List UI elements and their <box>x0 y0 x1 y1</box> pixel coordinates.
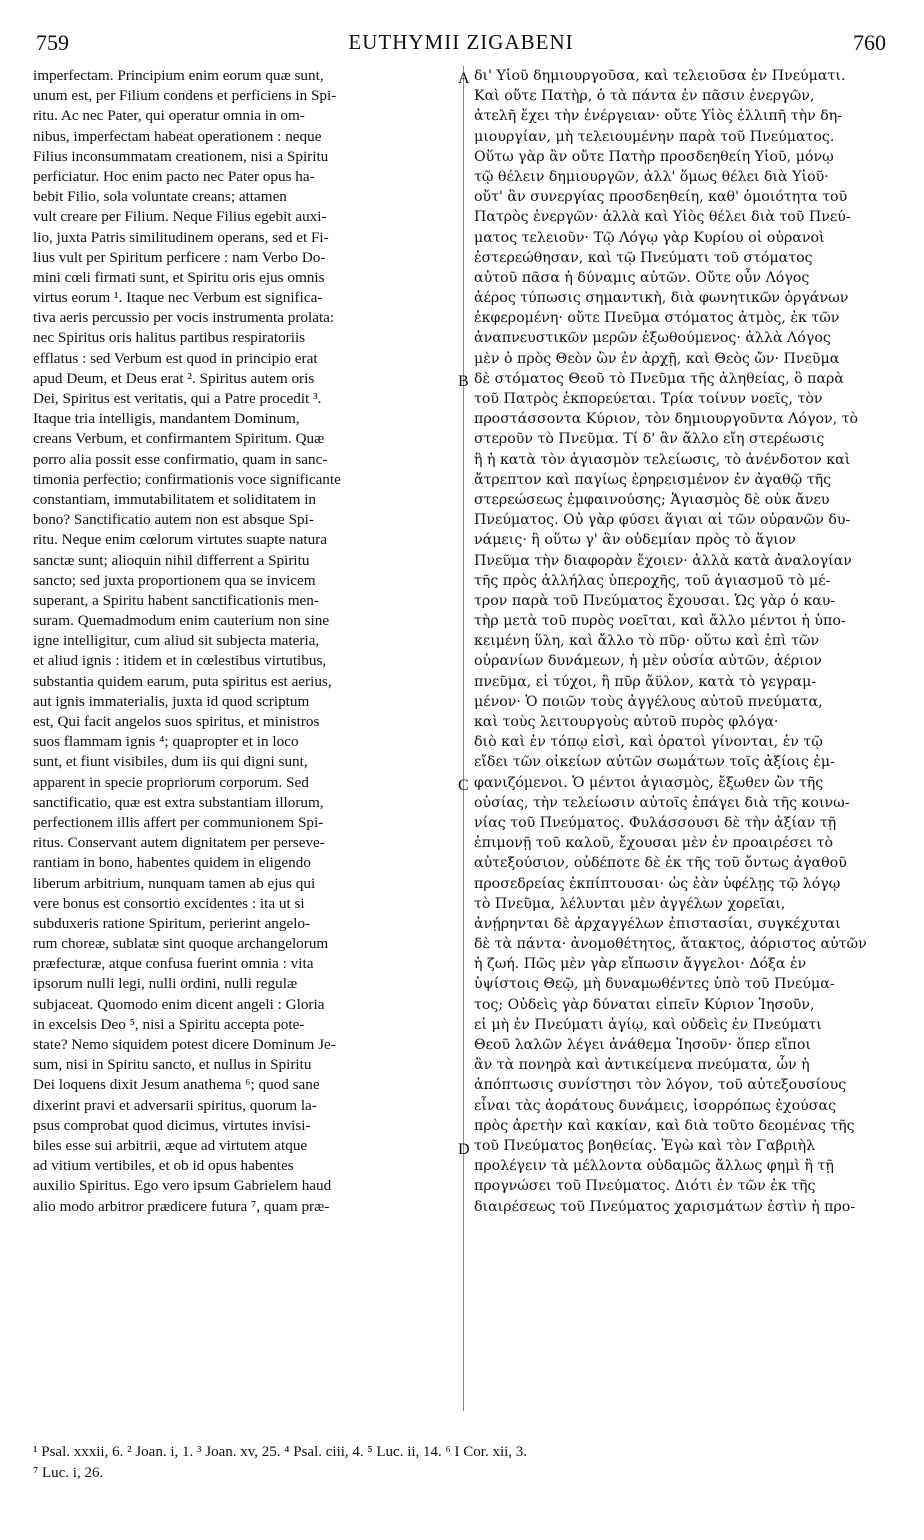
text-line: ἐστερεώθησαν, καὶ τῷ Πνεύματι τοῦ στόματος <box>474 249 813 266</box>
margin-marker-d: D <box>458 1141 470 1158</box>
text-line: Dei loquens dixit Jesum anathema ⁶; quod sane <box>33 1076 320 1094</box>
text-line: πρὸς ἀρετὴν καὶ κακίαν, καὶ διὰ τοῦτο δεομένας τῆς <box>474 1117 855 1134</box>
text-line: subduxeris ratione Spiritum, perierint angelo- <box>33 914 311 932</box>
footnote-line: ¹ Psal. xxxii, 6. ² Joan. i, 1. ³ Joan. xv, 25. ⁴ Psal. ciii, 4. ⁵ Luc. ii, 14. ⁶ I Cor. xii, 3. <box>33 1444 528 1460</box>
text-line: κειμένη ὕλη, καὶ ἄλλο τὸ πῦρ· οὕτω καὶ ἐπὶ τῶν <box>474 633 820 650</box>
text-line: efflatus : sed Verbum est quod in principio erat <box>33 349 318 367</box>
text-line: unum est, per Filium condens et perficiens in Spi- <box>33 87 337 105</box>
text-line: auxilio Spiritus. Ego vero ipsum Gabrielem haud <box>33 1177 332 1195</box>
margin-marker-b: B <box>458 373 469 390</box>
text-line: Filius inconsummatam creationem, nisi a Spiritu <box>33 147 329 165</box>
text-line: subjaceat. Quomodo enim dicent angeli : Gloria <box>33 995 325 1013</box>
text-line: τρον παρὰ τοῦ Πνεύματος ἔχουσαι. Ὡς γὰρ ὁ καυ- <box>474 592 836 609</box>
text-line: rum choreæ, sublatæ sint quoque archangelorum <box>33 935 329 953</box>
text-line: nec Spiritus oris halitus partibus respiratoriis <box>33 329 306 347</box>
text-line: porro alia possit esse confirmatio, quam in sanc- <box>33 450 328 468</box>
footnotes <box>33 1442 890 1484</box>
text-line: οὐσίας, τὴν τελείωσιν αὐτοῖς ἐπάγει διὰ τῆς κοινω- <box>474 794 850 811</box>
text-line: δὲ στόματος Θεοῦ τὸ Πνεῦμα τῆς ἀληθείας, ὃ παρὰ <box>474 370 844 387</box>
text-line: superant, a Spiritu habent sanctificationis men- <box>33 591 319 609</box>
text-line: νίας τοῦ Πνεύματος. Φυλάσσουσι δὲ τὴν ἀξίαν τῇ <box>474 814 837 831</box>
text-line: φανιζόμενοι. Ὁ μέντοι ἁγιασμὸς, ἔξωθεν ὢν τῆς <box>474 774 824 791</box>
text-line: timonia perfectio; confirmationis voce significante <box>33 470 341 488</box>
text-line: Πνεῦμα τὴν διαφορὰν ἔχοιεν· ἀλλὰ κατὰ ἀναλογίαν <box>474 552 852 569</box>
text-line: αὐτεξούσιον, οὐδέποτε δὲ ἐκ τῆς τοῦ ὄντως ἀγαθοῦ <box>474 855 847 872</box>
text-line: et aliud ignis : itidem et in cœlestibus virtutibus, <box>33 652 327 670</box>
text-line: ἀέρος τύπωσις σημαντικὴ, διὰ φωνητικῶν ὀργάνων <box>474 290 849 307</box>
text-line: καὶ τοὺς λειτουργοὺς αὐτοῦ πυρὸς φλόγα· <box>474 714 779 730</box>
text-line: bono? Sanctificatio autem non est absque Spi- <box>33 511 314 529</box>
text-line: αὐτοῦ πᾶσα ἡ δύναμις αὐτῶν. Οὔτε οὖν Λόγος <box>474 269 810 286</box>
text-line: ἡ ζωή. Πῶς μὲν γὰρ εἴπωσιν ἄγγελοι· Δόξα ἐν <box>474 956 807 973</box>
text-line: tiva aeris percussio per vocis instrumenta prolata: <box>33 309 335 327</box>
text-line: ἀνῄρηνται δὲ ἀρχαγγέλων ἐπιστασίαι, συγκέχυται <box>474 915 841 932</box>
text-line: Θεοῦ λαλῶν λέγει ἀνάθεμα Ἰησοῦν· ὅπερ εἴποι <box>474 1037 811 1053</box>
text-line: igne intelligitur, cum aliud sit subjecta materia, <box>33 632 320 650</box>
text-line: Πνεύματος. Οὐ γὰρ φύσει ἅγιαι αἱ τῶν οὐρανῶν δυ- <box>474 512 851 529</box>
text-line: substantia quidem earum, puta spiritus est aerius, <box>33 672 332 690</box>
text-line: οὔτ' ἂν συνεργίας προσδεηθείη, καθ' ὁμοιότητα τοῦ <box>474 189 848 206</box>
text-line: στεροῦν τὸ Πνεῦμα. Τί δ' ἂν ἄλλο εἴη στερέωσις <box>474 431 825 448</box>
text-line: διαιρέσεως τοῦ Πνεύματος χαρισμάτων ἐστὶν ἡ προ- <box>474 1198 856 1215</box>
text-line: sunt, et fiunt visibiles, dum iis qui digni sunt, <box>33 753 308 771</box>
text-line: εἴδει τῶν οἰκείων αὐτῶν σωμάτων τοῖς ἀξίοις ἐμ- <box>474 754 835 771</box>
text-line: apparent in specie propriorum corporum. Sed <box>33 773 309 791</box>
text-line: νάμεις· ἢ οὕτω γ' ἂν οὐδεμίαν πρὸς τὸ ἅγιον <box>474 532 796 549</box>
text-line: in excelsis Deo ⁵, nisi a Spiritu accepta pote- <box>33 1015 305 1033</box>
text-line: ritu. Neque enim cœlorum virtutes suapte natura <box>33 531 327 549</box>
text-line: ἀτελῆ ἔχει τὴν ἐνέργειαν· οὔτε Υἱὸς ἐλλιπῆ τὴν δη- <box>474 108 843 125</box>
text-line: imperfectam. Principium enim eorum quæ sunt, <box>33 67 324 84</box>
text-line: nibus, imperfectam habeat operationem : neque <box>33 127 322 145</box>
text-line: perfectionem illis affert per communionem Spi- <box>33 813 324 831</box>
text-line: προλέγειν τὰ μέλλοντα οὐδαμῶς ἄλλως φημὶ ἢ τῇ <box>474 1158 834 1175</box>
text-line: ἀπόπτωσις συνίστησι τὸν λόγον, τοῦ αὐτεξουσίους <box>474 1077 847 1094</box>
text-line: μὲν ὁ πρὸς Θεὸν ὢν ἐν ἀρχῇ, καὶ Θεὸς ὤν· Πνεῦμα <box>474 350 840 367</box>
text-line: ἐπιμονῇ τοῦ καλοῦ, ἔχουσαι μὲν ἐν προαιρέσει τὸ <box>474 835 834 852</box>
greek-column <box>474 66 892 1217</box>
text-line: est, Qui facit angelos suos spiritus, et ministros <box>33 713 320 730</box>
text-line: suos flammam ignis ⁴; quapropter et in loco <box>33 733 299 751</box>
text-line: suram. Quemadmodum enim cauterium non sine <box>33 612 330 630</box>
text-line: προσεδρείας ἐκπίπτουσαι· ὡς ἐὰν ὑφέλῃς τῷ λόγῳ <box>474 875 841 892</box>
text-line: οὐρανίων δυνάμεων, ἡ μὲν οὐσία αὐτῶν, ἀέριον <box>474 653 822 670</box>
text-line: aut ignis immaterialis, juxta id quod scriptum <box>33 692 310 710</box>
text-line: ἐκφερομένη· οὔτε Πνεῦμα στόματος ἀτμὸς, ἐκ τῶν <box>474 310 840 327</box>
text-line: præfecturæ, atque confusa fuerint omnia : vita <box>33 955 314 973</box>
text-line: στερεώσεως ἐμφαινούσης; Ἁγιασμὸς δὲ οὐκ ἄνευ <box>474 491 830 508</box>
margin-marker-c: C <box>458 777 469 794</box>
text-line: alio modo arbitror prædicere futura ⁷, quam præ- <box>33 1197 330 1215</box>
text-line: ἄτρεπτον καὶ παγίως ἐρηρεισμένον ἐν ἀγαθῷ τῆς <box>474 471 832 488</box>
text-line: sancto; sed juxta proportionem qua se invicem <box>33 571 316 589</box>
text-line: εἰ μὴ ἐν Πνεύματι ἁγίῳ, καὶ οὐδεὶς ἐν Πνεύματι <box>474 1016 822 1033</box>
latin-column <box>33 66 455 1217</box>
text-line: τῷ θέλειν δημιουργῶν, ἀλλ' ὅμως θέλει διὰ Υἱοῦ· <box>474 168 829 185</box>
text-line: ipsorum nulli legi, nulli ordini, nulli regulæ <box>33 975 298 993</box>
text-line: μένον· Ὁ ποιῶν τοὺς ἀγγέλους αὐτοῦ πνεύματα, <box>474 693 823 710</box>
text-line: vult creare per Filium. Neque Filius egebit auxi- <box>33 208 327 226</box>
text-line: ὑψίστοις Θεῷ, μὴ δυναμωθέντες ὑπὸ τοῦ Πνεύμα- <box>474 976 835 993</box>
text-line: προγνώσει τοῦ Πνεύματος. Διότι ἐν τῶν ἐκ τῆς <box>474 1178 816 1195</box>
text-line: ritus. Conservant autem dignitatem per perseve- <box>33 834 325 852</box>
text-line: εἶναι τὰς ἀοράτους δυνάμεις, ἰσορρόπως ἐχούσας <box>474 1097 837 1114</box>
footnote-line: ⁷ Luc. i, 26. <box>33 1465 104 1481</box>
text-line: ἀναπνευστικῶν μερῶν ἐξωθούμενος· ἀλλὰ Λόγος <box>474 330 831 347</box>
text-line: Καὶ οὔτε Πατὴρ, ὁ τὰ πάντα ἐν πᾶσιν ἐνεργῶν, <box>474 88 815 105</box>
text-line: apud Deum, et Deus erat ². Spiritus autem oris <box>33 369 315 387</box>
text-line: ad vitium vertibiles, et ob id opus habentes <box>33 1157 294 1175</box>
text-line: liberum arbitrium, nunquam tamen ab ejus qui <box>33 874 316 892</box>
text-line: Οὕτω γὰρ ἂν οὔτε Πατὴρ προσδεηθείη Υἱοῦ, μόνῳ <box>474 148 834 165</box>
text-line: sanctæ sunt; alioquin nihil differrent a Spiritu <box>33 551 310 569</box>
text-line: ἂν τὰ πονηρὰ καὶ ἀντικείμενα πνεύματα, ὧν ἡ <box>474 1057 810 1074</box>
text-line: Πατρὸς ἐνεργῶν· ἀλλὰ καὶ Υἱὸς θέλει διὰ τοῦ Πνεύ- <box>474 209 851 226</box>
left-page-number: 759 <box>36 30 69 55</box>
text-line: state? Nemo siquidem potest dicere Dominum Je- <box>33 1036 336 1053</box>
text-line: μιουργίαν, μὴ τελειουμένην παρὰ τοῦ Πνεύματος. <box>474 128 835 145</box>
text-line: constantiam, immutabilitatem et soliditatem in <box>33 490 317 508</box>
text-line: τὸ Πνεῦμα, λέλυνται μὲν ἀγγέλων χορεῖαι, <box>474 895 786 912</box>
page-header <box>36 30 886 60</box>
text-line: lius vult per Spiritum perficere : nam Verbo Do- <box>33 248 326 266</box>
text-line: διὸ καὶ ἐν τόπῳ εἰσὶ, καὶ ὁρατοὶ γίνονται, ἐν τῷ <box>474 734 823 751</box>
text-line: bebit Filio, sola voluntate creans; attamen <box>33 188 287 206</box>
text-line: perficiatur. Hoc enim pacto nec Pater opus ha- <box>33 167 315 185</box>
text-line: virtus eorum ¹. Itaque nec Verbum est significa- <box>33 289 323 307</box>
text-line: dixerint pravi et adversarii spiritus, quorum la- <box>33 1096 317 1114</box>
text-line: sanctificatio, quæ est extra substantiam illorum, <box>33 793 324 811</box>
text-line: ritu. Ac nec Pater, qui operatur omnia in om- <box>33 107 305 125</box>
text-line: sum, nisi in Spiritu sancto, et nullus in Spiritu <box>33 1056 312 1074</box>
text-line: mini cœli firmati sunt, et Spiritu oris ejus omnis <box>33 268 325 286</box>
text-line: vere bonus est consortio excidentes : ita ut si <box>33 894 305 912</box>
text-line: τος; Οὐδεὶς γὰρ δύναται εἰπεῖν Κύριον Ἰησοῦν, <box>474 996 815 1013</box>
text-line: Dei, Spiritus est veritatis, qui a Patre procedit ³. <box>33 390 322 407</box>
text-line: ἢ ἡ κατὰ τὸν ἁγιασμὸν τελείωσις, τὸ ἀνένδοτον καὶ <box>474 451 851 468</box>
text-line: δι' Υἱοῦ δημιουργοῦσα, καὶ τελειοῦσα ἐν Πνεύματι. <box>474 68 846 84</box>
right-page-number: 760 <box>853 30 886 55</box>
text-line: πνεῦμα, εἰ τύχοι, ἢ πῦρ ἄϋλον, κατὰ τὸ γεγραμ- <box>474 673 817 690</box>
text-line: τοῦ Πνεύματος βοηθείας. Ἐγὼ καὶ τὸν Γαβριὴλ <box>474 1137 816 1154</box>
text-line: rantiam in bono, habentes quidem in eligendo <box>33 854 311 872</box>
text-line: psus comprobat quod dicimus, virtutes invisi- <box>33 1116 311 1134</box>
text-line: δὲ τὰ πάντα· ἀνομοθέτητος, ἄτακτος, ἀόριστος αὐτῶν <box>474 936 867 953</box>
text-line: τοῦ Πατρὸς ἐκπορεύεται. Τρία τοίνυν νοεῖς, τὸν <box>474 391 823 407</box>
running-title: EUTHYMII ZIGABENI <box>348 30 574 54</box>
text-line: lio, juxta Patris similitudinem operans, sed et Fi- <box>33 228 329 246</box>
column-divider <box>463 66 464 1411</box>
text-line: ματος τελειοῦν· Τῷ Λόγῳ γὰρ Κυρίου οἱ οὐρανοὶ <box>474 229 825 246</box>
text-line: creans Verbum, et confirmantem Spiritum. Quæ <box>33 430 325 448</box>
text-line: προστάσσοντα Κύριον, τὸν δημιουργοῦντα Λόγον, τὸ <box>474 411 859 428</box>
margin-marker-a: A <box>458 70 470 87</box>
text-line: τὴρ μετὰ τοῦ πυρὸς νοεῖται, καὶ ἄλλο μέντοι ἡ ὑπο- <box>474 613 846 630</box>
text-line: τῆς πρὸς ἀλλήλας ὑπεροχῆς, τοῦ ἁγιασμοῦ τὸ μέ- <box>474 572 831 589</box>
text-line: biles esse sui arbitrii, æque ad virtutem atque <box>33 1136 308 1154</box>
text-line: Itaque tria intelligis, mandantem Dominum, <box>33 410 300 428</box>
